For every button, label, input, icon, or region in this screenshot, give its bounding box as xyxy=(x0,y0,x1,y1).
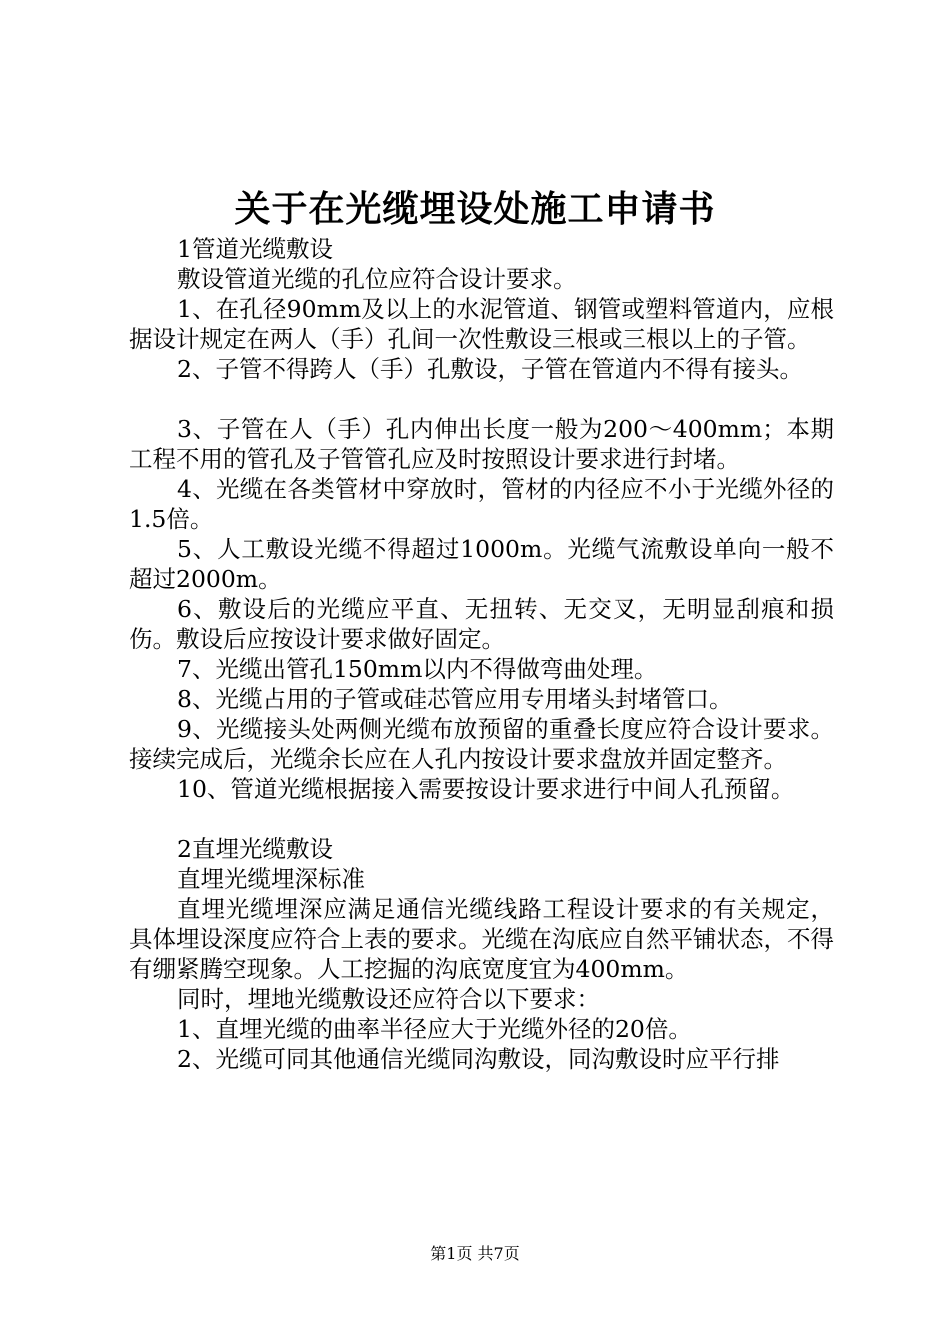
section-heading-2: 2直埋光缆敷设 xyxy=(177,835,333,863)
list-item: 3、子管在人（手）孔内伸出长度一般为200～400mm；本期工程不用的管孔及子管管孔应及时按照设计要求进行封堵。 xyxy=(129,415,834,473)
page-number-footer: 第1页 共7页 xyxy=(430,1244,520,1263)
subheading: 直埋光缆埋深标准 xyxy=(177,865,365,893)
paragraph: 同时，埋地光缆敷设还应符合以下要求： xyxy=(177,985,600,1013)
paragraph: 直埋光缆埋深应满足通信光缆线路工程设计要求的有关规定，具体埋设深度应符合上表的要求。光缆在沟底应自然平铺状态，不得有绷紧腾空现象。人工挖掘的沟底宽度宜为400mm。 xyxy=(129,895,834,983)
list-item: 2、光缆可同其他通信光缆同沟敷设，同沟敷设时应平行排 xyxy=(177,1045,780,1073)
list-item: 6、敷设后的光缆应平直、无扭转、无交叉，无明显刮痕和损伤。敷设后应按设计要求做好固定。 xyxy=(129,595,834,653)
list-item: 4、光缆在各类管材中穿放时，管材的内径应不小于光缆外径的1.5倍。 xyxy=(129,475,834,533)
list-item: 1、在孔径90mm及以上的水泥管道、钢管或塑料管道内，应根据设计规定在两人（手）孔间一次性敷设三根或三根以上的子管。 xyxy=(129,295,834,353)
paragraph: 敷设管道光缆的孔位应符合设计要求。 xyxy=(177,265,577,293)
section-heading-1: 1管道光缆敷设 xyxy=(177,235,333,263)
document-title: 关于在光缆埋设处施工申请书 xyxy=(234,188,716,230)
list-item: 9、光缆接头处两侧光缆布放预留的重叠长度应符合设计要求。接续完成后，光缆余长应在人孔内按设计要求盘放并固定整齐。 xyxy=(129,715,834,773)
list-item: 8、光缆占用的子管或硅芯管应用专用堵头封堵管口。 xyxy=(177,685,733,713)
document-body xyxy=(129,234,834,1074)
list-item: 5、人工敷设光缆不得超过1000m。光缆气流敷设单向一般不超过2000m。 xyxy=(129,535,834,593)
list-item: 7、光缆出管孔150mm以内不得做弯曲处理。 xyxy=(177,655,658,683)
list-item: 1、直埋光缆的曲率半径应大于光缆外径的20倍。 xyxy=(177,1015,692,1043)
list-item: 2、子管不得跨人（手）孔敷设，子管在管道内不得有接头。 xyxy=(177,355,803,383)
list-item: 10、管道光缆根据接入需要按设计要求进行中间人孔预留。 xyxy=(177,775,795,803)
